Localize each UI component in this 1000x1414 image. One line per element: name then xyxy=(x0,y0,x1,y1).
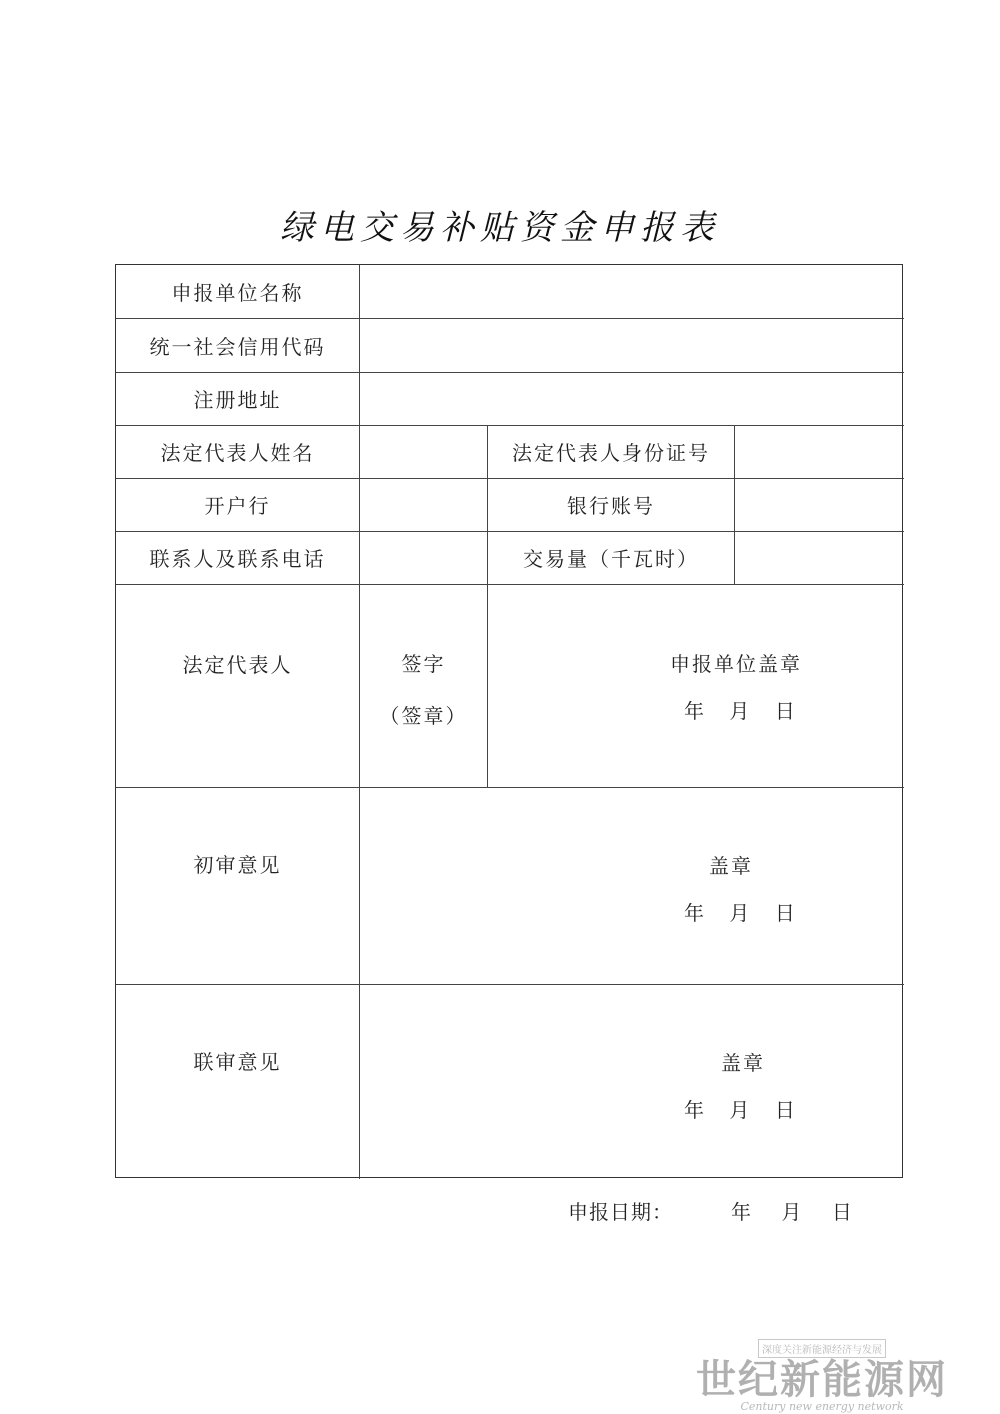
label-bank: 开户行 xyxy=(204,494,271,518)
label-address: 注册地址 xyxy=(193,388,282,412)
label-applicant-name: 申报单位名称 xyxy=(171,281,304,305)
watermark-subtitle: Century new energy network xyxy=(740,1400,904,1413)
report-date-value: 年 月 日 xyxy=(731,1200,853,1224)
label-legal-rep-name: 法定代表人姓名 xyxy=(160,441,315,465)
label-account: 银行账号 xyxy=(567,494,655,518)
watermark-title: 世纪新能源网 xyxy=(696,1356,948,1403)
account-field[interactable] xyxy=(735,478,903,531)
volume-field[interactable] xyxy=(735,531,903,584)
joint-review-date: 年 月 日 xyxy=(684,1098,795,1122)
report-date xyxy=(568,1196,853,1225)
contact-field[interactable] xyxy=(360,531,487,584)
legal-rep-id-field[interactable] xyxy=(735,425,903,478)
label-contact: 联系人及联系电话 xyxy=(149,547,326,571)
report-date-label: 申报日期： xyxy=(568,1200,673,1224)
row-divider xyxy=(116,584,904,585)
address-field[interactable] xyxy=(360,372,903,425)
initial-review-seal-label: 盖章 xyxy=(709,853,753,878)
label-signature: 签字 xyxy=(401,651,446,676)
label-applicant-seal: 申报单位盖章 xyxy=(670,651,802,676)
label-signature-seal: （签章） xyxy=(379,703,468,728)
credit-code-field[interactable] xyxy=(360,318,903,372)
watermark-tagline: 深度关注新能源经济与发展 xyxy=(758,1339,886,1358)
initial-review-date: 年 月 日 xyxy=(684,901,795,925)
joint-review-seal-label: 盖章 xyxy=(721,1050,765,1075)
label-volume: 交易量（千瓦时） xyxy=(523,547,699,571)
label-joint-review: 联审意见 xyxy=(193,1049,282,1074)
initial-review-field[interactable] xyxy=(360,788,903,984)
bank-field[interactable] xyxy=(360,478,487,531)
label-legal-rep-id: 法定代表人身份证号 xyxy=(512,441,710,465)
label-credit-code: 统一社会信用代码 xyxy=(149,334,326,359)
applicant-seal-date: 年 月 日 xyxy=(684,699,795,723)
watermark-logo xyxy=(696,1338,948,1413)
form-title: 绿电交易补贴资金申报表 xyxy=(280,208,720,248)
label-initial-review: 初审意见 xyxy=(193,852,282,877)
applicant-name-field[interactable] xyxy=(360,265,903,318)
application-form-table xyxy=(115,264,903,1178)
label-legal-rep: 法定代表人 xyxy=(182,652,293,677)
legal-rep-name-field[interactable] xyxy=(360,425,487,478)
joint-review-field[interactable] xyxy=(360,985,903,1178)
